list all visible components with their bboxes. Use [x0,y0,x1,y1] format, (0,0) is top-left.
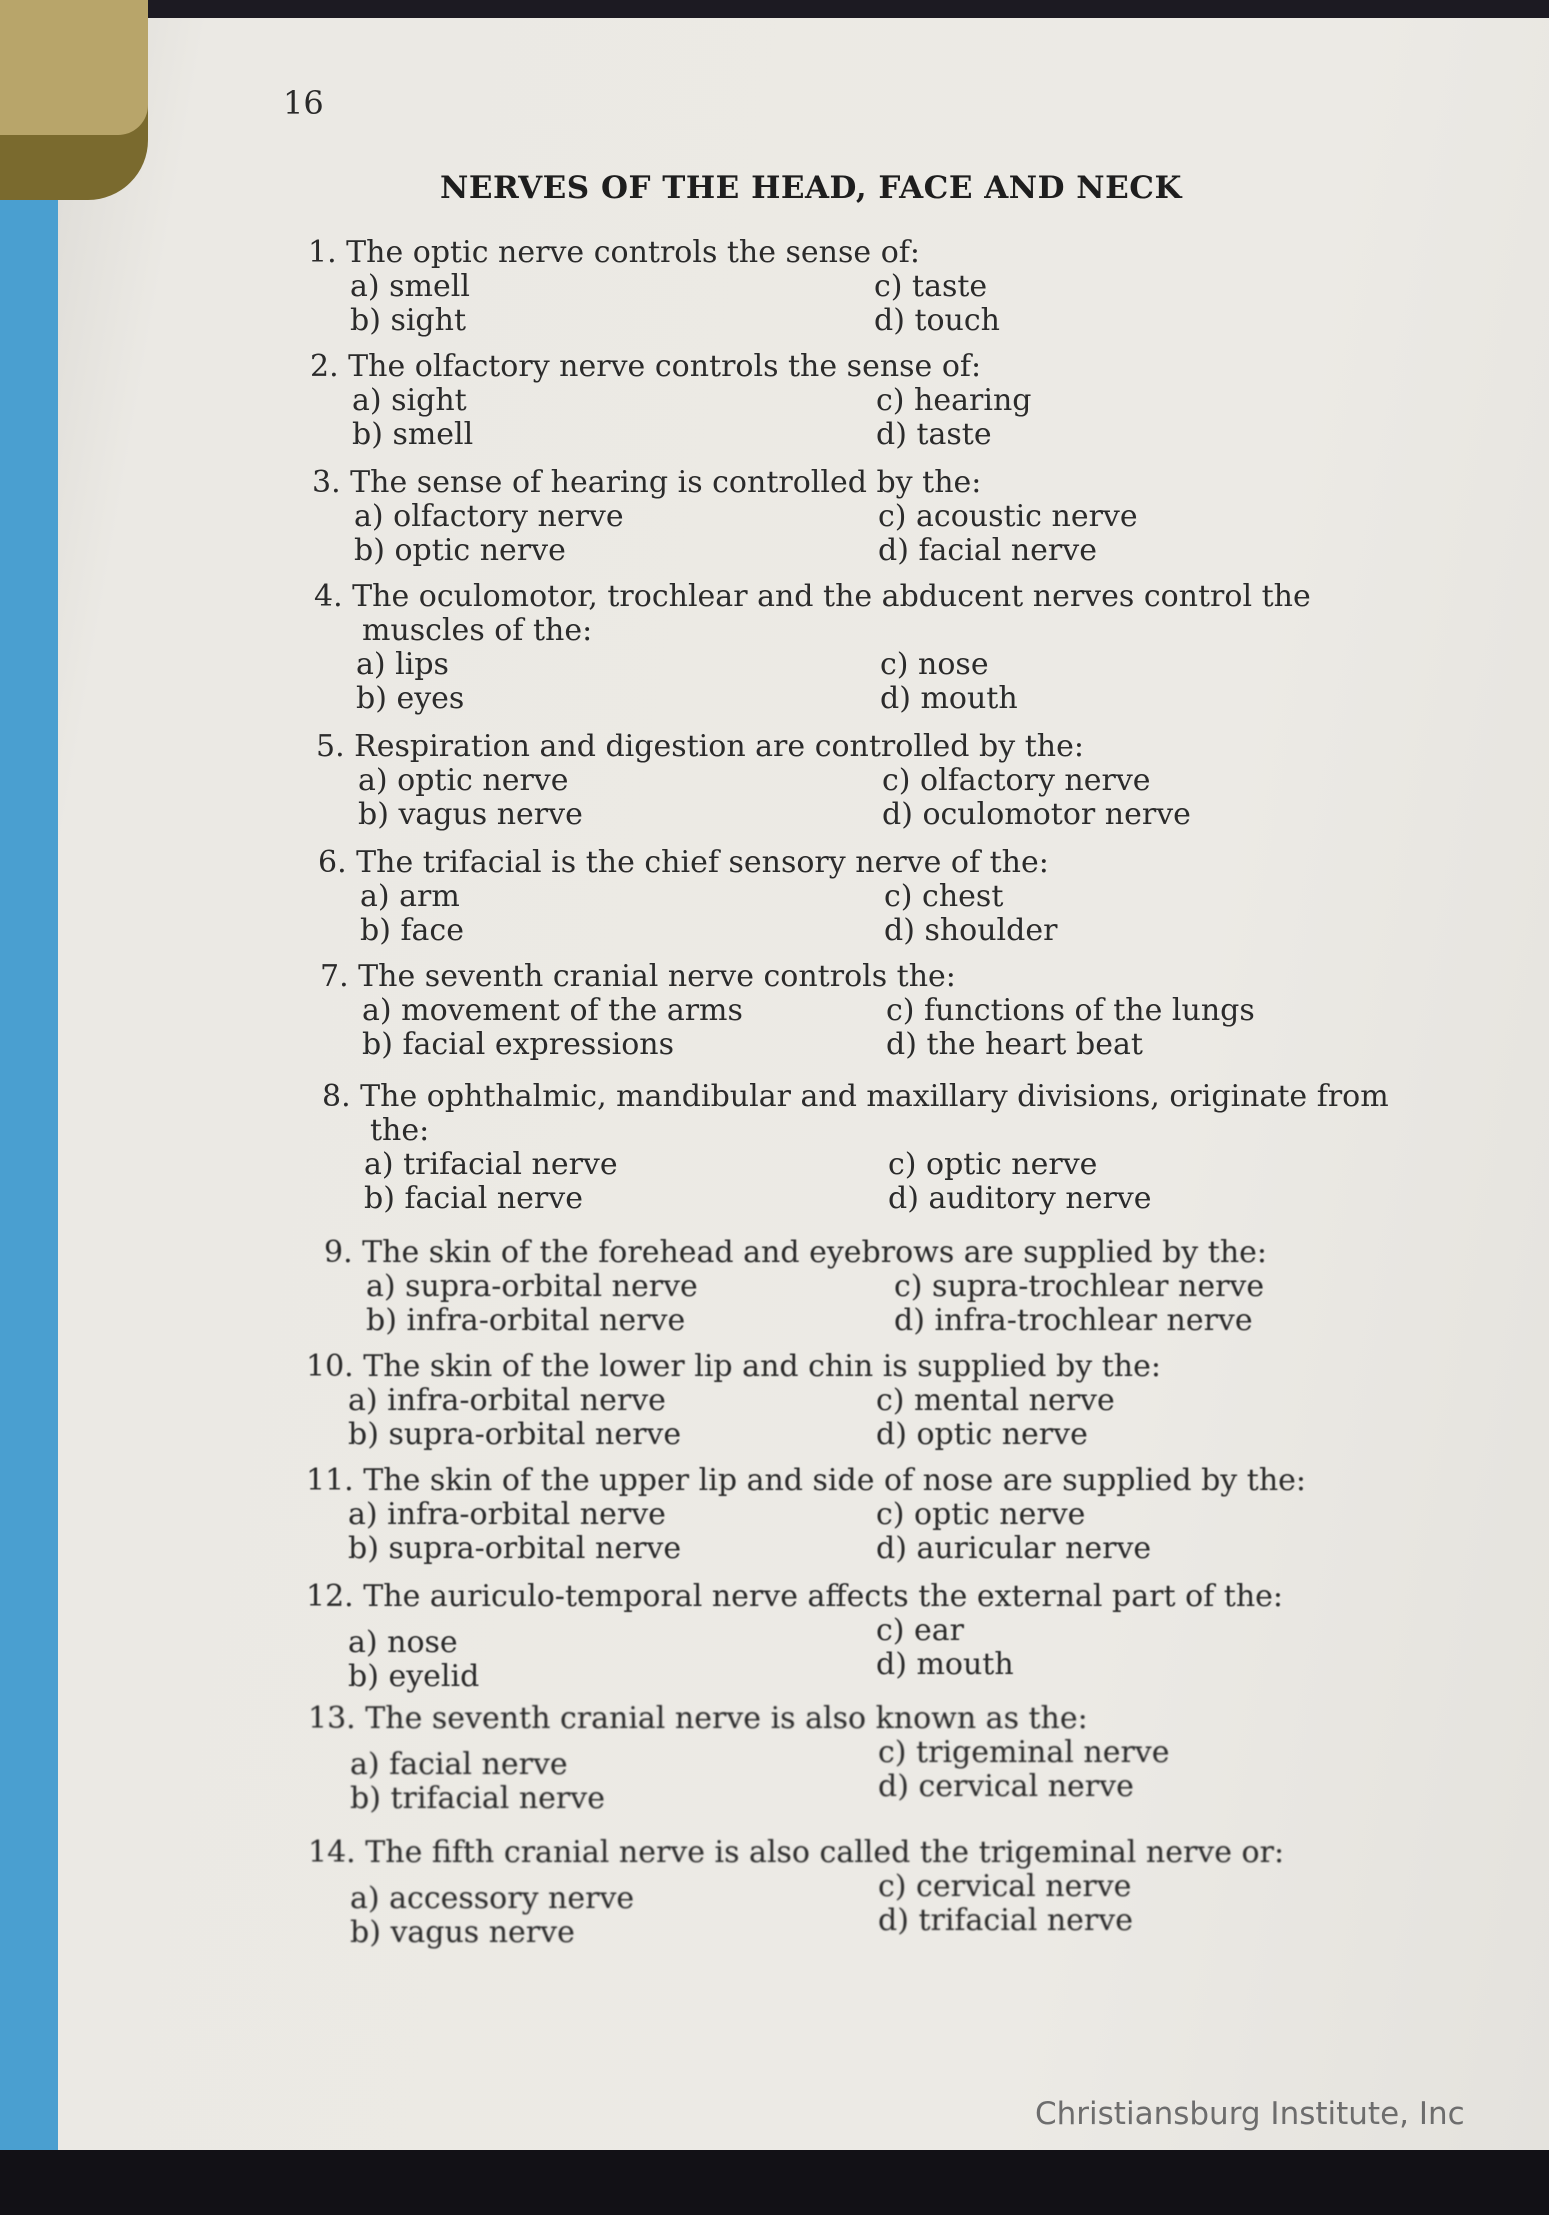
question-stem [318,846,1049,880]
option-c: c) ear [876,1613,965,1648]
question-number: 8. [322,1079,351,1114]
option-a: a) infra-orbital nerve [348,1497,666,1532]
option-b: b) eyes [356,681,465,716]
question-text: The auriculo-temporal nerve affects the external part of the: [363,1579,1284,1614]
question-stem [316,730,1084,764]
option-a: a) lips [356,647,449,682]
option-b: b) infra-orbital nerve [366,1303,686,1338]
option-a: a) olfactory nerve [354,499,624,534]
option-d: d) oculomotor nerve [882,797,1191,832]
option-d: d) mouth [876,1647,1014,1682]
option-a: a) accessory nerve [350,1881,635,1916]
background-dark-band [0,2150,1549,2215]
option-b: b) facial expressions [362,1027,674,1062]
option-b: b) trifacial nerve [350,1781,605,1816]
option-c: c) taste [874,269,988,304]
question-number: 4. [314,579,343,614]
question-2 [310,349,1032,452]
option-d: d) shoulder [884,913,1058,948]
option-d: d) infra-trochlear nerve [894,1303,1253,1338]
option-a: a) nose [348,1625,458,1660]
question-stem [308,1702,1088,1736]
question-13 [308,1701,1170,1816]
question-number: 11. [306,1463,354,1498]
question-number: 1. [308,235,337,270]
option-c: c) functions of the lungs [886,993,1255,1028]
page-number: 16 [283,84,324,122]
question-10 [306,1349,1161,1452]
option-c: c) optic nerve [888,1147,1098,1182]
option-c: c) nose [880,647,989,682]
option-d: d) touch [874,303,1001,338]
option-b: b) smell [352,417,474,452]
option-a: a) supra-orbital nerve [366,1269,698,1304]
question-stem-continued: the: [370,1113,430,1148]
option-c: c) optic nerve [876,1497,1086,1532]
question-9 [324,1235,1268,1338]
question-8 [322,1079,1389,1216]
option-a: a) smell [350,269,470,304]
option-b: b) face [360,913,464,948]
question-3 [312,465,1138,568]
option-a: a) trifacial nerve [364,1147,618,1182]
option-d: d) facial nerve [878,533,1097,568]
question-stem [306,1464,1306,1498]
question-number: 10. [306,1349,354,1384]
question-stem [324,1236,1267,1270]
option-b: b) sight [350,303,467,338]
question-text: The skin of the lower lip and chin is supplied by the: [363,1349,1161,1384]
option-b: b) eyelid [348,1659,480,1694]
option-d: d) mouth [880,681,1018,716]
question-number: 9. [324,1235,353,1270]
option-c: c) trigeminal nerve [878,1735,1170,1770]
page-title: NERVES OF THE HEAD, FACE AND NECK [440,170,1182,206]
question-text: The skin of the forehead and eyebrows are supplied by the: [362,1235,1268,1270]
question-11 [306,1463,1307,1566]
option-d: d) trifacial nerve [878,1903,1133,1938]
question-stem [308,236,920,270]
question-4 [314,579,1311,716]
book-corner-highlight [0,0,148,135]
option-b: b) vagus nerve [350,1915,575,1950]
question-text: The ophthalmic, mandibular and maxillary divisions, originate from [360,1079,1389,1114]
option-b: b) vagus nerve [358,797,583,832]
option-c: c) supra-trochlear nerve [894,1269,1265,1304]
question-text: The seventh cranial nerve is also known as the: [365,1701,1088,1736]
option-a: a) infra-orbital nerve [348,1383,666,1418]
option-d: d) optic nerve [876,1417,1088,1452]
question-6 [318,845,1058,948]
question-stem [320,960,956,994]
option-d: d) auditory nerve [888,1181,1152,1216]
question-number: 12. [306,1579,354,1614]
question-stem [308,1836,1284,1870]
watermark: Christiansburg Institute, Inc [1035,2096,1465,2132]
question-5 [316,729,1191,832]
question-text: The oculomotor, trochlear and the abducent nerves control the [352,579,1311,614]
question-text: Respiration and digestion are controlled by the: [354,729,1084,764]
question-text: The trifacial is the chief sensory nerve of the: [356,845,1049,880]
option-a: a) facial nerve [350,1747,568,1782]
option-b: b) supra-orbital nerve [348,1417,682,1452]
question-number: 6. [318,845,347,880]
option-c: c) mental nerve [876,1383,1115,1418]
option-c: c) acoustic nerve [878,499,1138,534]
question-number: 13. [308,1701,356,1736]
question-stem [312,466,981,500]
option-b: b) supra-orbital nerve [348,1531,682,1566]
question-stem [306,1350,1161,1384]
question-number: 7. [320,959,349,994]
question-12 [306,1579,1284,1694]
question-stem [310,350,981,384]
question-number: 5. [316,729,345,764]
option-a: a) movement of the arms [362,993,743,1028]
question-text: The seventh cranial nerve controls the: [358,959,956,994]
option-a: a) optic nerve [358,763,569,798]
question-number: 3. [312,465,341,500]
option-d: d) auricular nerve [876,1531,1152,1566]
option-d: d) the heart beat [886,1027,1143,1062]
question-stem-continued: muscles of the: [362,613,593,648]
question-7 [320,959,1255,1062]
option-b: b) facial nerve [364,1181,583,1216]
question-text: The skin of the upper lip and side of nose are supplied by the: [363,1463,1307,1498]
question-1 [308,235,1001,338]
question-stem [322,1080,1389,1114]
question-number: 14. [308,1835,356,1870]
option-c: c) olfactory nerve [882,763,1151,798]
option-d: d) taste [876,417,992,452]
question-text: The sense of hearing is controlled by the: [350,465,982,500]
option-a: a) sight [352,383,467,418]
option-c: c) hearing [876,383,1032,418]
question-stem [306,1580,1283,1614]
question-text: The optic nerve controls the sense of: [346,235,920,270]
option-d: d) cervical nerve [878,1769,1134,1804]
option-c: c) chest [884,879,1004,914]
option-b: b) optic nerve [354,533,566,568]
option-c: c) cervical nerve [878,1869,1132,1904]
question-14 [308,1835,1285,1950]
question-number: 2. [310,349,339,384]
question-text: The olfactory nerve controls the sense of: [348,349,982,384]
question-stem [314,580,1311,614]
option-a: a) arm [360,879,460,914]
question-text: The fifth cranial nerve is also called the trigeminal nerve or: [365,1835,1285,1870]
